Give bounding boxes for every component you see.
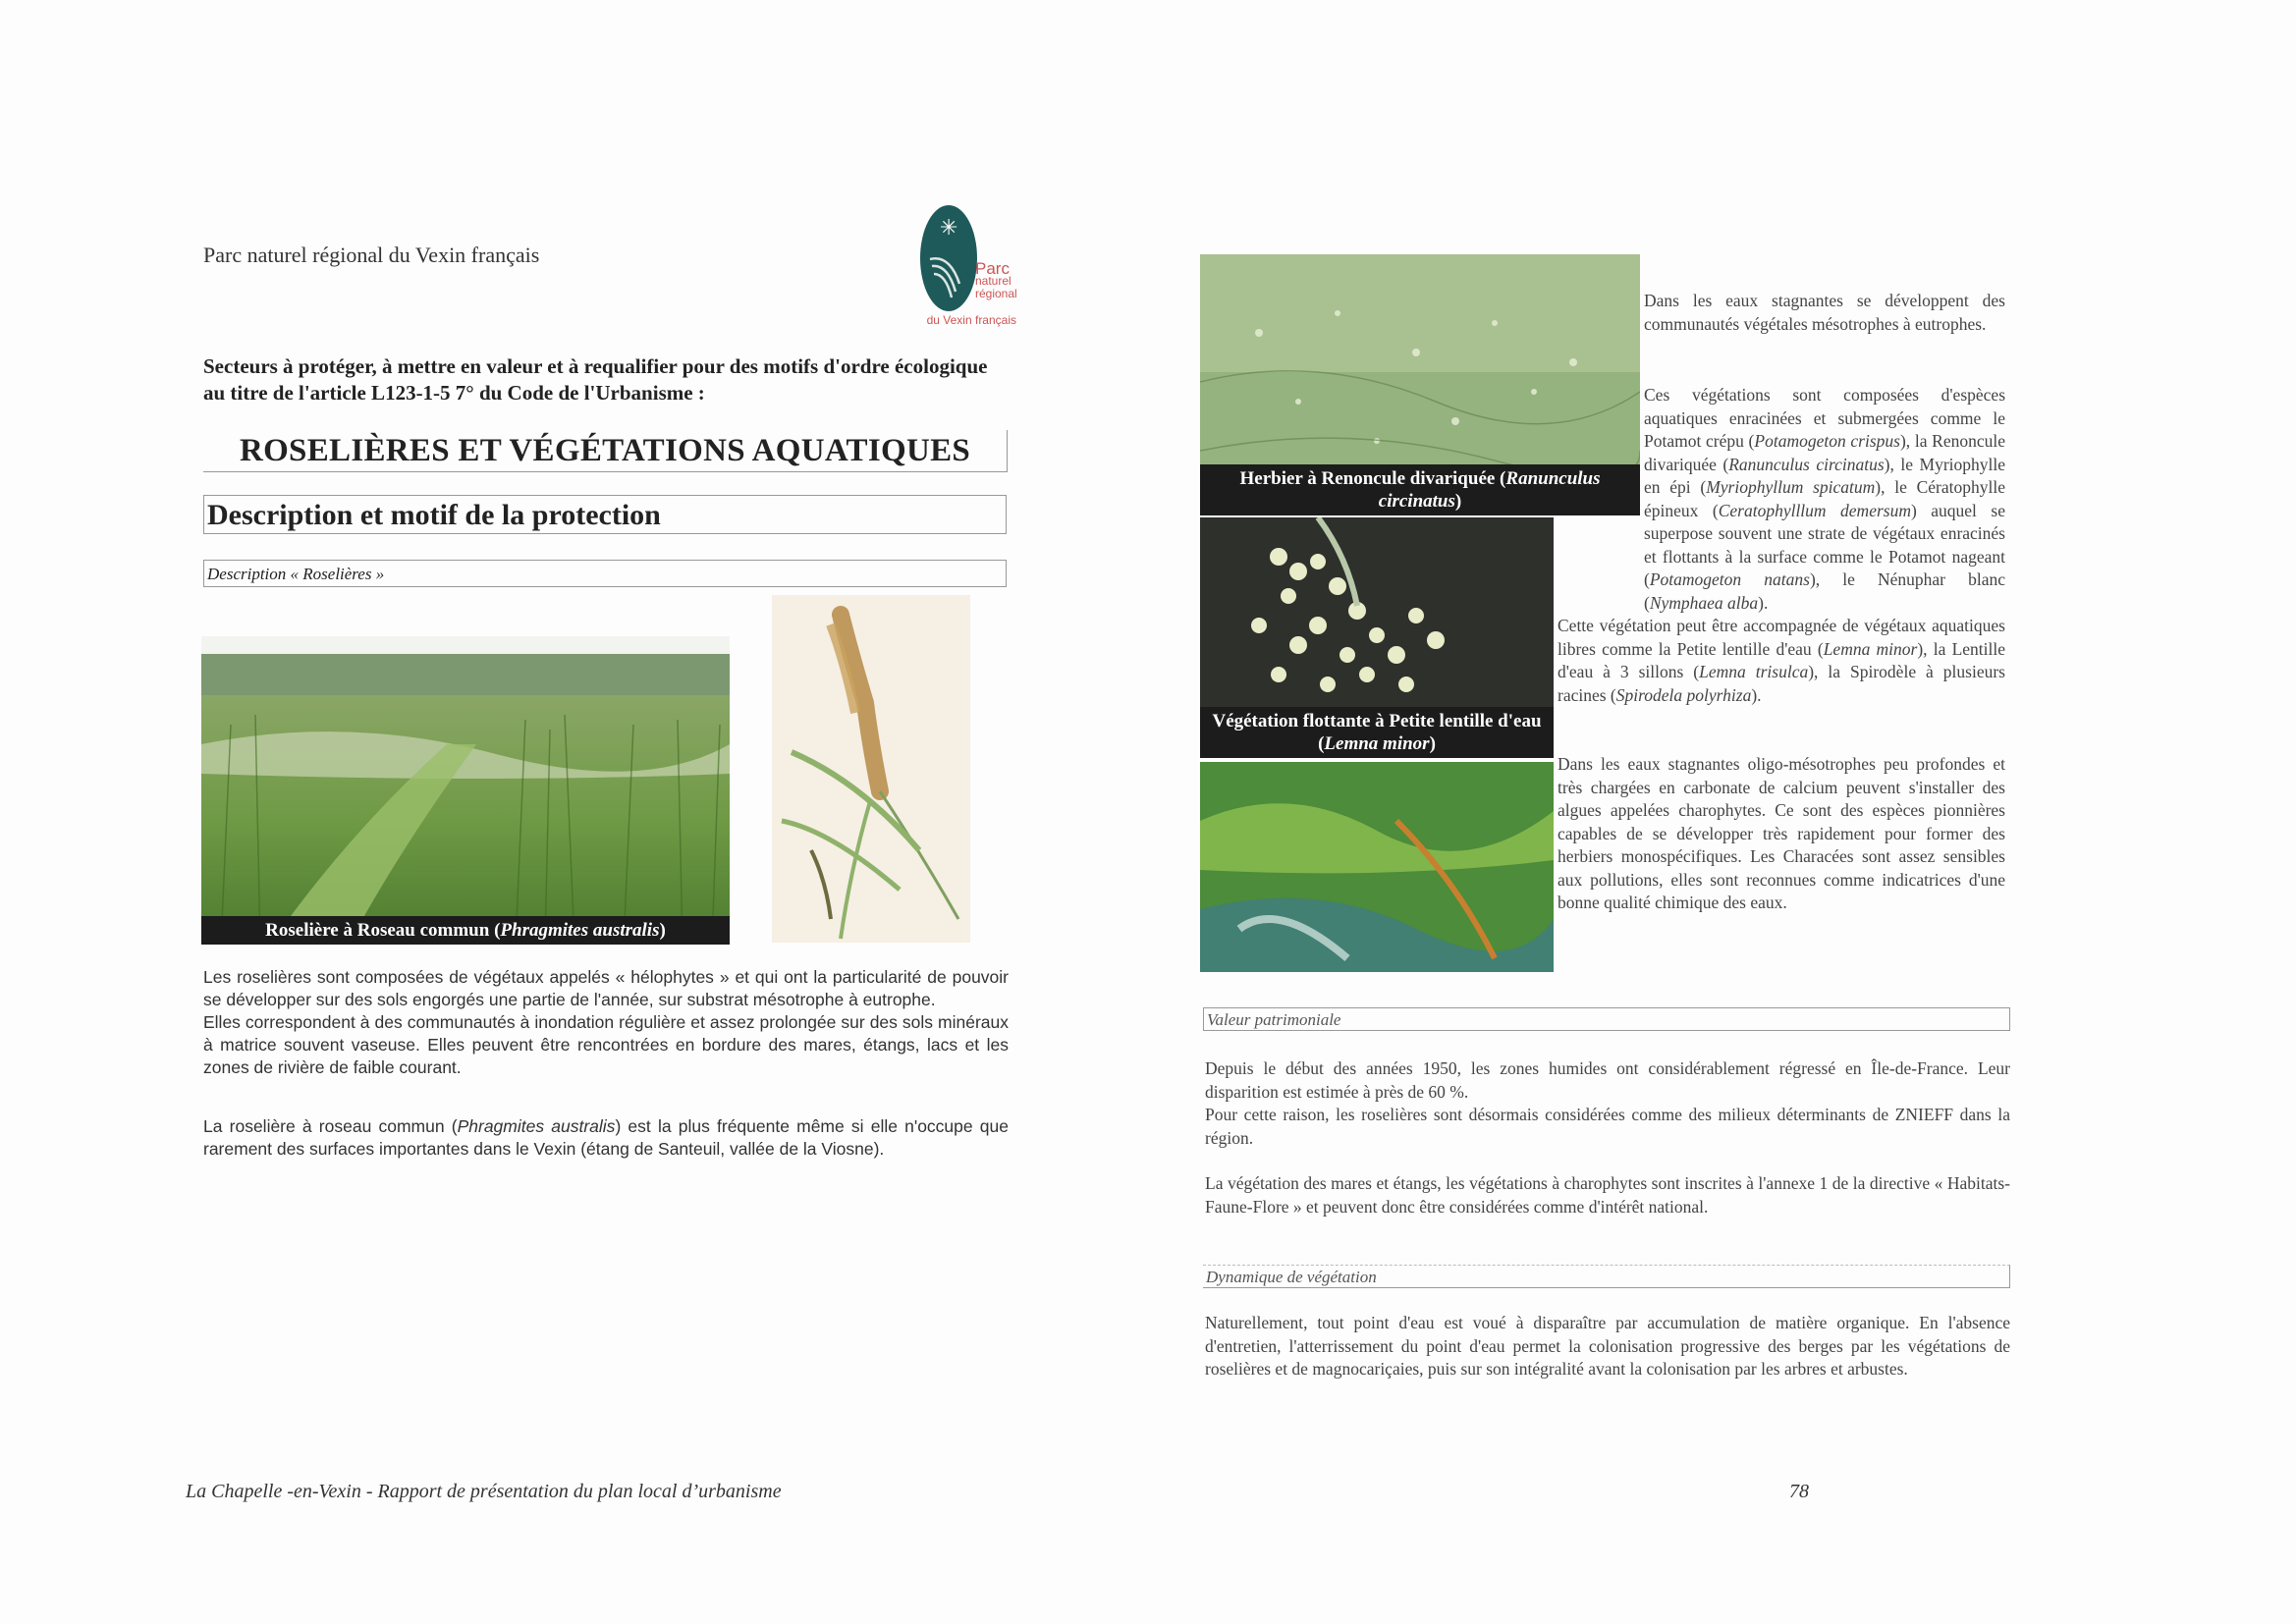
logo-word-parc: Parc xyxy=(975,259,1010,278)
reedbed-photo xyxy=(201,636,730,945)
aquatic-free-floating-paragraph: Cette végétation peut être accompagnée de végétaux aquatiques libres comme la Petite lentille d'eau (Lemna minor), la Lentille d'eau à 3 sillons (Lemna trisulca), la Spirodèle à plusieurs racines (Spirodela polyrhiza). xyxy=(1558,616,2005,705)
lemna-photo-caption: Végétation flottante à Petite lentille d'eau (Lemna minor) xyxy=(1200,707,1554,758)
aquatic-composition-paragraph: Ces végétations sont composées d'espèces aquatiques enracinées et submergées comme le Potamot crépu (Potamogeton crispus), la Renoncule divariquée (Ranunculus circinatus), le Myriophylle en épi (Myriophyllum spicatum), le Cératophylle épineux (Ceratophylllum demersum) auquel se superpose souvent une strate de végétaux enracinés et flottants à la surface comme le Potamot nageant (Potamogeton natans), le Nénuphar blanc (Nymphaea alba). Cette végétation peut être accompagnée de végétaux aquatiques libres comme la Petite lentille d'eau (Lemna minor), la Lentille d'eau à 3 sillons (Lemna trisulca), la Spirodèle à plusieurs racines (Spirodela polyrhiza). xyxy=(1558,384,2005,707)
charophytes-paragraph: Dans les eaux stagnantes oligo-mésotrophes peu profondes et très chargées en carbonate de calcium peuvent s'installer des algues appelées charophytes. Ce sont des espèces pionnières capables de se développer très rapidement pour former des herbiers monospécifiques. Les Characées sont assez sensibles aux pollutions, elles sont reconnues comme indicatrices d'une bonne qualité chimique des eaux. xyxy=(1558,754,2005,912)
intro-heading: Secteurs à protéger, à mettre en valeur et à requalifier pour des motifs d'ordre écologique au titre de l'article L123-1-5 7° du Code de l'Urbanisme : xyxy=(203,354,988,405)
logo-emblem-icon xyxy=(920,205,977,311)
reedbed-photo-caption: Roselière à Roseau commun (Phragmites australis) xyxy=(201,916,730,945)
valeur-paragraphs: Depuis le début des années 1950, les zones humides ont considérablement régressé en Île-de-France. Leur disparition est estimée à près de 60 %. Pour cette raison, les roselières sont désormais considérées comme des milieux déterminants de ZNIEFF dans la région. La végétation des mares et étangs, les végétations à charophytes sont inscrites à l'annexe 1 de la directive « Habitats-Faune-Flore » et peuvent donc être considérées comme d'intérêt national. xyxy=(1205,1058,2010,1217)
subsection-dynamique-vegetation: Dynamique de végétation xyxy=(1203,1265,2010,1288)
aquatic-intro-paragraph: Dans les eaux stagnantes se développent des communautés végétales mésotrophes à eutrophes. xyxy=(1644,291,2005,334)
organization-name: Parc naturel régional du Vexin français xyxy=(203,243,540,267)
phragmites-illustration xyxy=(772,595,970,943)
lemna-photo xyxy=(1200,517,1554,758)
logo-word-naturel: naturel xyxy=(975,274,1011,288)
footer-document-title: La Chapelle -en-Vexin - Rapport de présentation du plan local d’urbanisme xyxy=(186,1481,782,1502)
dynamique-paragraph: Naturellement, tout point d'eau est voué à disparaître par accumulation de matière organique. En l'absence d'entretien, l'atterrissement du point d'eau permet la colonisation progressive des berges par les végétations de roselières et de magnocariçaies, puis sur son intégralité avant la colonisation par les arbres et arbustes. xyxy=(1205,1313,2010,1379)
logo-word-vexin: du Vexin français xyxy=(926,313,1016,327)
svg-text:✳: ✳ xyxy=(940,216,958,241)
roselieres-paragraph-2: Elles correspondent à des communautés à inondation régulière et assez prolongée sur des sols minéraux à matrice souvent vaseuse. Elles peuvent être rencontrées en bordure des mares, étangs, lacs et les zones de rivière de faible courant. xyxy=(203,1012,1009,1077)
subsection-description-roselieres: Description « Roselières » xyxy=(203,560,1007,587)
charophytes-photo xyxy=(1200,762,1554,972)
page-title: ROSELIÈRES ET VÉGÉTATIONS AQUATIQUES xyxy=(203,430,1008,472)
ranunculus-photo-caption: Herbier à Renoncule divariquée (Ranunculus circinatus) xyxy=(1200,464,1640,515)
section-heading: Description et motif de la protection xyxy=(203,495,1007,534)
page-number: 78 xyxy=(1789,1481,1809,1502)
logo-word-regional: régional xyxy=(975,287,1017,300)
roselieres-paragraph-3: La roselière à roseau commun (Phragmites australis) est la plus fréquente même si elle n'occupe que rarement des surfaces importantes dans le Vexin (étang de Santeuil, vallée de la Viosne). xyxy=(203,1116,1009,1159)
vexin-park-logo xyxy=(916,201,1024,329)
roselieres-paragraph-1: Les roselières sont composées de végétaux appelés « hélophytes » et qui ont la particularité de pouvoir se développer sur des sols engorgés une partie de l'année, sur substrat mésotrophe à eutrophe. Elles correspondent à des communautés à inondation régulière et assez prolongée sur des sols minéraux à matrice souvent vaseuse. Elles peuvent être rencontrées en bordure des mares, étangs, lacs et les zones de rivière de faible courant. xyxy=(203,967,1009,1077)
subsection-valeur-patrimoniale: Valeur patrimoniale xyxy=(1203,1007,2010,1031)
